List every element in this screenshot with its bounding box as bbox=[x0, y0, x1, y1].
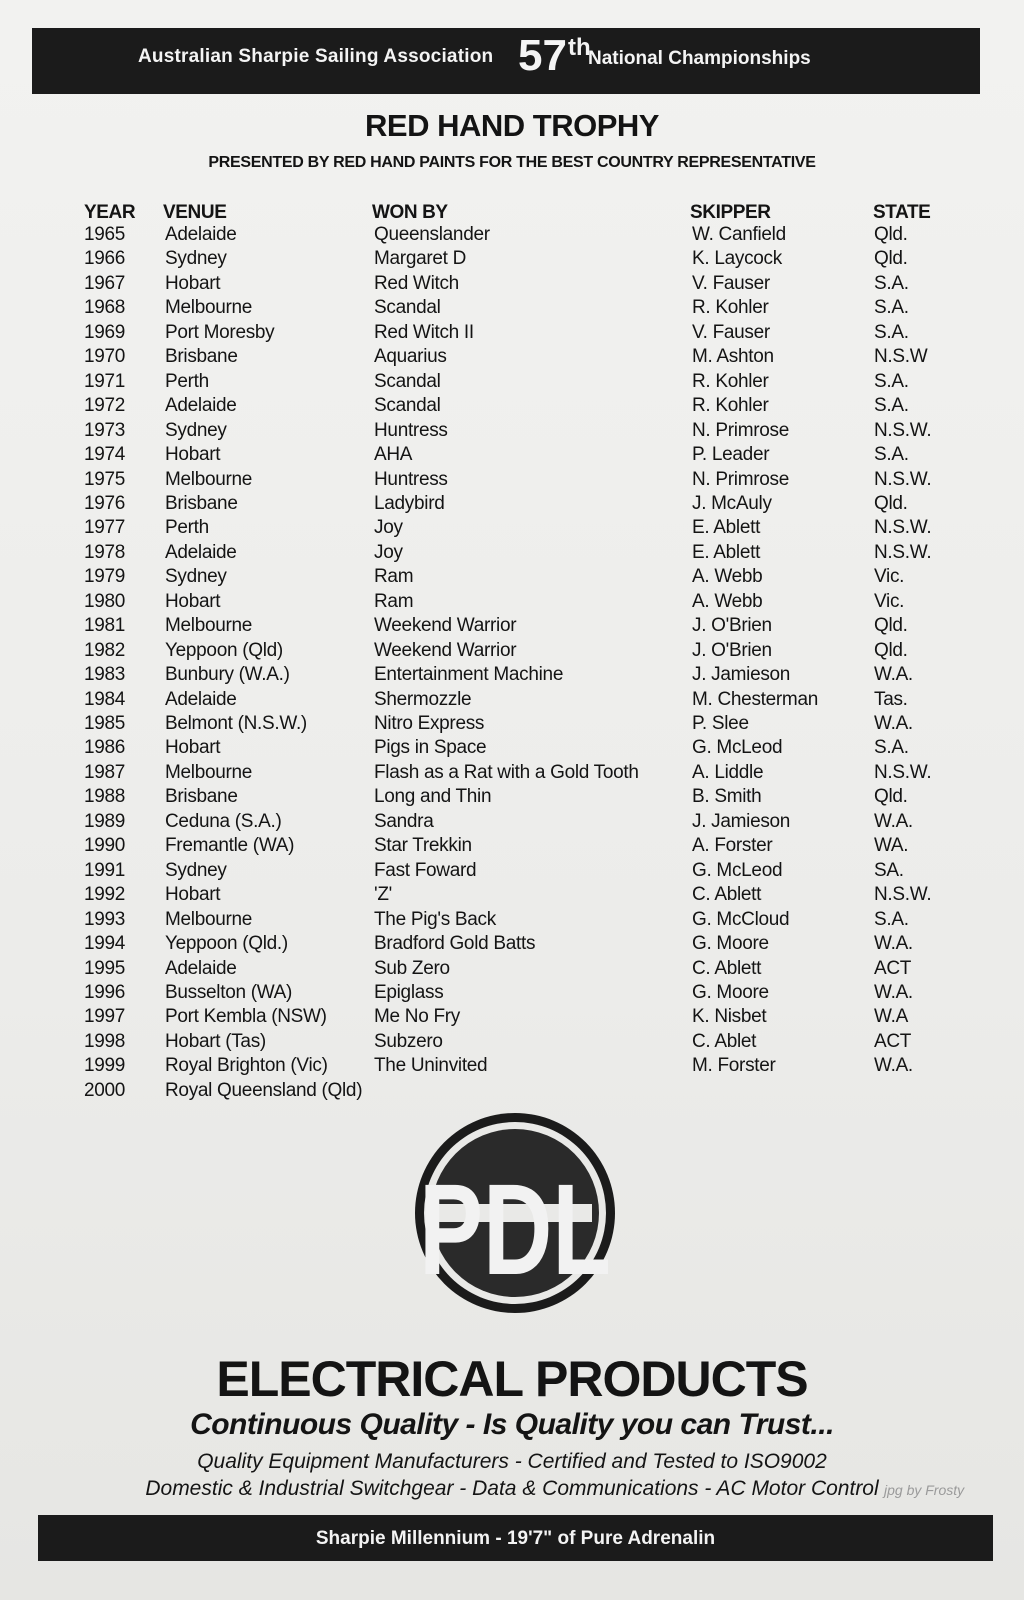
table-cell-state: N.S.W. bbox=[874, 419, 932, 441]
table-cell-year: 1970 bbox=[84, 346, 126, 368]
table-cell-venue: Perth bbox=[165, 370, 209, 392]
table-cell-skipper: A. Webb bbox=[692, 590, 763, 612]
table-cell-year: 1994 bbox=[84, 933, 126, 954]
table-cell-state: Qld. bbox=[874, 786, 908, 808]
footer-bar bbox=[38, 1515, 993, 1561]
table-cell-year: 1978 bbox=[84, 541, 126, 563]
table-cell-state: S.A. bbox=[874, 737, 909, 759]
table-cell-venue: Yeppoon (Qld) bbox=[165, 639, 283, 661]
table-cell-skipper: N. Primrose bbox=[692, 419, 789, 441]
advert-heading: ELECTRICAL PRODUCTS bbox=[216, 1351, 808, 1407]
page-subtitle: PRESENTED BY RED HAND PAINTS FOR THE BEST COUNTRY REPRESENTATIVE bbox=[208, 154, 816, 171]
table-cell-venue: Royal Brighton (Vic) bbox=[165, 1055, 328, 1077]
table-cell-skipper: G. Moore bbox=[692, 933, 769, 954]
table-cell-skipper: W. Canfield bbox=[692, 224, 786, 245]
table-cell-state: W.A. bbox=[874, 810, 913, 832]
table-cell-venue: Hobart bbox=[165, 444, 221, 465]
table-cell-venue: Sydney bbox=[165, 859, 227, 881]
column-header-won-by: WON BY bbox=[372, 202, 448, 223]
table-cell-state: Vic. bbox=[874, 590, 905, 612]
table-cell-won-by: Subzero bbox=[374, 1030, 443, 1052]
table-cell-won-by: The Pig's Back bbox=[374, 908, 496, 930]
table-cell-won-by: Scandal bbox=[374, 370, 441, 392]
table-cell-state: W.A. bbox=[874, 1055, 913, 1077]
table-cell-won-by: Star Trekkin bbox=[374, 835, 472, 857]
table-cell-venue: Royal Queensland (Qld) bbox=[165, 1079, 363, 1101]
table-cell-venue: Belmont (N.S.W.) bbox=[165, 713, 307, 734]
table-cell-venue: Busselton (WA) bbox=[165, 981, 293, 1003]
table-cell-skipper: J. O'Brien bbox=[692, 639, 772, 661]
table-cell-won-by: Epiglass bbox=[374, 981, 444, 1003]
table-cell-won-by: Sandra bbox=[374, 810, 434, 832]
table-cell-won-by: Ram bbox=[374, 566, 414, 588]
table-cell-won-by: Shermozzle bbox=[374, 688, 472, 710]
table-cell-state: W.A. bbox=[874, 933, 913, 954]
table-cell-skipper: E. Ablett bbox=[692, 517, 761, 539]
table-cell-won-by: Sub Zero bbox=[374, 957, 450, 979]
table-cell-skipper: J. McAuly bbox=[692, 492, 772, 514]
table-cell-year: 1969 bbox=[84, 321, 126, 343]
table-cell-year: 1975 bbox=[84, 468, 126, 490]
table-cell-won-by: Fast Foward bbox=[374, 859, 477, 881]
table-cell-year: 1971 bbox=[84, 370, 126, 392]
table-cell-venue: Melbourne bbox=[165, 615, 253, 637]
table-cell-year: 1968 bbox=[84, 297, 126, 319]
table-cell-won-by: Margaret D bbox=[374, 248, 467, 270]
table-cell-year: 1980 bbox=[84, 590, 126, 612]
championship-number: 57 bbox=[518, 31, 567, 80]
table-cell-year: 1992 bbox=[84, 884, 126, 906]
table-cell-won-by: Huntress bbox=[374, 468, 448, 490]
table-cell-year: 1983 bbox=[84, 664, 126, 686]
table-cell-venue: Port Moresby bbox=[165, 321, 275, 343]
table-cell-state: WA. bbox=[874, 835, 909, 857]
table-cell-won-by: Me No Fry bbox=[374, 1006, 460, 1028]
table-cell-skipper: J. Jamieson bbox=[692, 664, 791, 686]
table-cell-won-by: Long and Thin bbox=[374, 786, 492, 808]
table-cell-won-by: Entertainment Machine bbox=[374, 664, 564, 686]
table-cell-won-by: Nitro Express bbox=[374, 713, 485, 734]
column-header-year: YEAR bbox=[84, 202, 136, 223]
table-cell-state: Vic. bbox=[874, 566, 905, 588]
table-cell-year: 1966 bbox=[84, 248, 126, 270]
column-header-venue: VENUE bbox=[163, 202, 227, 223]
table-cell-venue: Sydney bbox=[165, 248, 227, 270]
table-cell-venue: Melbourne bbox=[165, 908, 253, 930]
table-cell-year: 1977 bbox=[84, 517, 126, 539]
table-cell-state: N.S.W. bbox=[874, 468, 932, 490]
column-header-state: STATE bbox=[873, 202, 931, 223]
table-cell-year: 1993 bbox=[84, 908, 126, 930]
table-cell-state: W.A bbox=[874, 1006, 908, 1028]
association-name: Australian Sharpie Sailing Association bbox=[138, 46, 494, 67]
footer-text: Sharpie Millennium - 19'7" of Pure Adrenalin bbox=[315, 1528, 716, 1549]
table-cell-skipper: A. Liddle bbox=[692, 761, 764, 783]
table-cell-year: 1995 bbox=[84, 957, 126, 979]
table-cell-state: S.A. bbox=[874, 395, 909, 417]
table-cell-won-by: Ladybird bbox=[374, 492, 445, 514]
column-header-skipper: SKIPPER bbox=[690, 202, 771, 223]
table-cell-skipper: P. Leader bbox=[692, 444, 770, 465]
table-cell-skipper: C. Ablett bbox=[692, 957, 762, 979]
table-cell-venue: Brisbane bbox=[165, 786, 238, 808]
table-cell-venue: Ceduna (S.A.) bbox=[165, 810, 282, 832]
table-cell-year: 1998 bbox=[84, 1030, 126, 1052]
table-cell-year: 1990 bbox=[84, 835, 126, 857]
table-cell-state: W.A. bbox=[874, 664, 913, 686]
table-cell-state: N.S.W. bbox=[874, 884, 932, 906]
table-cell-year: 1989 bbox=[84, 810, 126, 832]
table-cell-won-by: Red Witch bbox=[374, 272, 459, 294]
table-cell-won-by: Scandal bbox=[374, 395, 441, 417]
table-cell-venue: Hobart bbox=[165, 737, 221, 759]
table-cell-skipper: P. Slee bbox=[692, 713, 749, 734]
table-cell-skipper: M. Chesterman bbox=[692, 688, 818, 710]
table-cell-year: 1972 bbox=[84, 395, 126, 417]
table-cell-won-by: Red Witch II bbox=[374, 321, 474, 343]
page-title: RED HAND TROPHY bbox=[365, 108, 659, 143]
table-cell-venue: Hobart bbox=[165, 590, 221, 612]
table-cell-year: 1967 bbox=[84, 272, 126, 294]
table-cell-won-by: The Uninvited bbox=[374, 1055, 488, 1077]
table-cell-venue: Hobart (Tas) bbox=[165, 1030, 266, 1052]
table-cell-state: S.A. bbox=[874, 297, 909, 319]
table-cell-year: 1982 bbox=[84, 639, 126, 661]
table-cell-state: S.A. bbox=[874, 370, 909, 392]
table-cell-state: N.S.W. bbox=[874, 517, 932, 539]
table-cell-venue: Melbourne bbox=[165, 761, 253, 783]
championship-label: National Championships bbox=[588, 48, 811, 69]
table-cell-year: 1965 bbox=[84, 224, 126, 245]
table-cell-venue: Hobart bbox=[165, 272, 221, 294]
table-cell-won-by: Flash as a Rat with a Gold Tooth bbox=[374, 761, 639, 783]
table-cell-venue: Hobart bbox=[165, 884, 221, 906]
table-cell-state: N.S.W. bbox=[874, 761, 932, 783]
table-cell-state: ACT bbox=[874, 957, 912, 979]
table-cell-year: 1974 bbox=[84, 444, 126, 465]
table-cell-won-by: Huntress bbox=[374, 419, 448, 441]
table-cell-skipper: G. McLeod bbox=[692, 859, 783, 881]
svg-text:PDL: PDL bbox=[419, 1158, 611, 1303]
table-cell-state: Qld. bbox=[874, 224, 908, 245]
table-cell-venue: Adelaide bbox=[165, 957, 237, 979]
table-cell-venue: Melbourne bbox=[165, 468, 253, 490]
table-cell-venue: Sydney bbox=[165, 566, 227, 588]
table-cell-year: 1991 bbox=[84, 859, 126, 881]
table-cell-year: 1987 bbox=[84, 761, 126, 783]
table-cell-year: 1997 bbox=[84, 1006, 126, 1028]
table-cell-year: 1988 bbox=[84, 786, 126, 808]
table-cell-venue: Brisbane bbox=[165, 492, 238, 514]
table-cell-venue: Adelaide bbox=[165, 688, 237, 710]
table-cell-venue: Perth bbox=[165, 517, 209, 539]
table-cell-year: 1996 bbox=[84, 981, 126, 1003]
pdl-logo bbox=[410, 1108, 620, 1318]
table-cell-skipper: G. McLeod bbox=[692, 737, 783, 759]
table-cell-won-by: Ram bbox=[374, 590, 414, 612]
table-cell-skipper: K. Laycock bbox=[692, 248, 782, 270]
table-cell-state: S.A. bbox=[874, 321, 909, 343]
table-cell-won-by: Aquarius bbox=[374, 346, 447, 368]
table-cell-year: 1985 bbox=[84, 713, 126, 734]
table-cell-skipper: N. Primrose bbox=[692, 468, 789, 490]
table-cell-year: 1986 bbox=[84, 737, 126, 759]
table-cell-won-by: Weekend Warrior bbox=[374, 639, 517, 661]
table-cell-year: 2000 bbox=[84, 1079, 126, 1101]
table-cell-year: 1976 bbox=[84, 492, 126, 514]
advert-tagline: Continuous Quality - Is Quality you can Trust... bbox=[190, 1408, 834, 1441]
table-cell-state: S.A. bbox=[874, 908, 909, 930]
table-cell-venue: Port Kembla (NSW) bbox=[165, 1006, 327, 1028]
table-cell-state: Qld. bbox=[874, 639, 908, 661]
table-cell-skipper: G. McCloud bbox=[692, 908, 790, 930]
table-cell-venue: Bunbury (W.A.) bbox=[165, 664, 290, 686]
table-cell-skipper: R. Kohler bbox=[692, 395, 769, 417]
table-cell-state: N.S.W. bbox=[874, 541, 932, 563]
advert-line-1: Quality Equipment Manufacturers - Certified and Tested to ISO9002 bbox=[197, 1450, 827, 1473]
table-cell-skipper: E. Ablett bbox=[692, 541, 761, 563]
table-cell-state: Qld. bbox=[874, 248, 908, 270]
table-cell-venue: Adelaide bbox=[165, 224, 237, 245]
table-cell-skipper: B. Smith bbox=[692, 786, 762, 808]
table-cell-won-by: Joy bbox=[374, 517, 403, 539]
table-cell-state: W.A. bbox=[874, 981, 913, 1003]
table-cell-skipper: C. Ablet bbox=[692, 1030, 757, 1052]
table-cell-venue: Sydney bbox=[165, 419, 227, 441]
table-cell-venue: Brisbane bbox=[165, 346, 238, 368]
table-cell-state: S.A. bbox=[874, 444, 909, 465]
table-cell-venue: Adelaide bbox=[165, 395, 237, 417]
table-cell-state: SA. bbox=[874, 859, 904, 881]
table-cell-won-by: Weekend Warrior bbox=[374, 615, 517, 637]
table-cell-skipper: M. Forster bbox=[692, 1055, 776, 1077]
table-cell-year: 1979 bbox=[84, 566, 126, 588]
table-cell-year: 1984 bbox=[84, 688, 126, 710]
table-cell-venue: Adelaide bbox=[165, 541, 237, 563]
table-cell-skipper: M. Ashton bbox=[692, 346, 774, 368]
table-cell-venue: Fremantle (WA) bbox=[165, 835, 295, 857]
table-cell-skipper: G. Moore bbox=[692, 981, 769, 1003]
table-cell-won-by: Bradford Gold Batts bbox=[374, 933, 536, 954]
table-cell-venue: Melbourne bbox=[165, 297, 253, 319]
table-cell-won-by: Scandal bbox=[374, 297, 441, 319]
table-cell-skipper: V. Fauser bbox=[692, 272, 770, 294]
table-cell-state: W.A. bbox=[874, 713, 913, 734]
table-cell-skipper: K. Nisbet bbox=[692, 1006, 767, 1028]
table-cell-skipper: J. Jamieson bbox=[692, 810, 791, 832]
table-cell-won-by: Queenslander bbox=[374, 224, 490, 245]
table-cell-won-by: 'Z' bbox=[374, 884, 392, 906]
table-cell-won-by: AHA bbox=[374, 444, 413, 465]
table-cell-skipper: V. Fauser bbox=[692, 321, 770, 343]
table-cell-won-by: Pigs in Space bbox=[374, 737, 487, 759]
table-cell-year: 1999 bbox=[84, 1055, 126, 1077]
table-cell-state: Tas. bbox=[874, 688, 908, 710]
table-cell-skipper: R. Kohler bbox=[692, 297, 769, 319]
watermark: jpg by Frosty bbox=[884, 1482, 965, 1498]
header-bar bbox=[32, 28, 980, 94]
table-cell-skipper: R. Kohler bbox=[692, 370, 769, 392]
table-cell-skipper: J. O'Brien bbox=[692, 615, 772, 637]
advert-line-2: Domestic & Industrial Switchgear - Data & Communications - AC Motor Control bbox=[145, 1477, 879, 1500]
table-cell-venue: Yeppoon (Qld.) bbox=[165, 933, 288, 954]
table-cell-state: N.S.W bbox=[874, 346, 928, 368]
table-cell-won-by: Joy bbox=[374, 541, 403, 563]
table-cell-year: 1973 bbox=[84, 419, 126, 441]
table-cell-year: 1981 bbox=[84, 615, 126, 637]
championship-ordinal: th bbox=[568, 34, 591, 61]
table-cell-state: Qld. bbox=[874, 615, 908, 637]
table-cell-state: ACT bbox=[874, 1030, 912, 1052]
table-cell-skipper: C. Ablett bbox=[692, 884, 762, 906]
table-cell-skipper: A. Forster bbox=[692, 835, 773, 857]
table-cell-state: Qld. bbox=[874, 492, 908, 514]
table-cell-skipper: A. Webb bbox=[692, 566, 763, 588]
table-cell-state: S.A. bbox=[874, 272, 909, 294]
